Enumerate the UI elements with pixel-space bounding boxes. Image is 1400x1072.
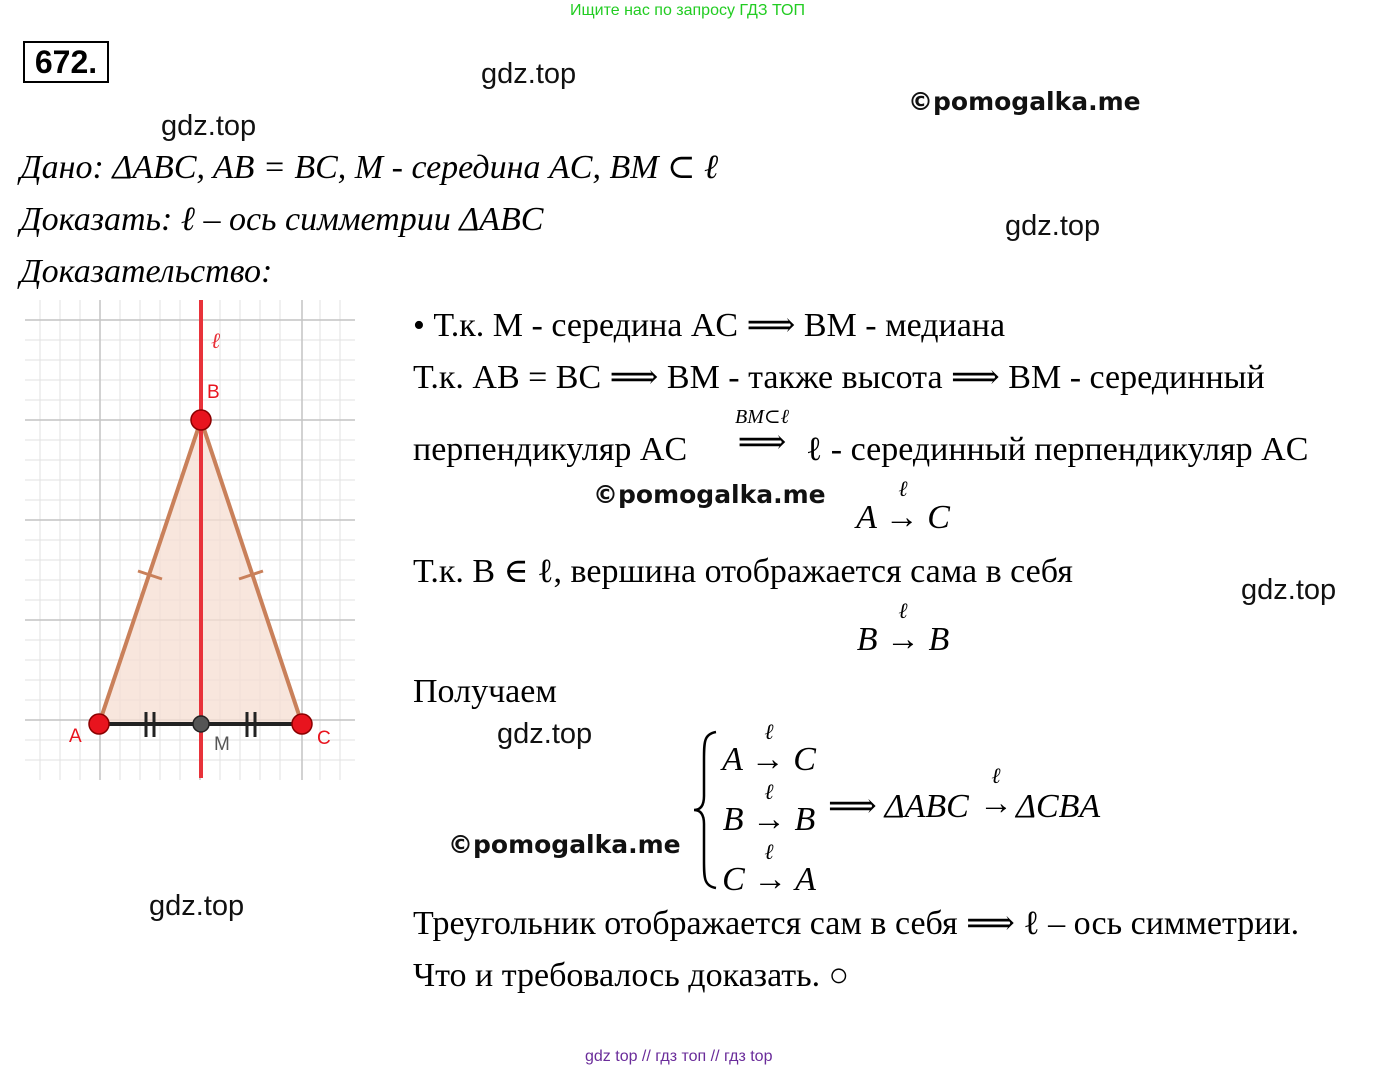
- line-label: ℓ: [211, 329, 221, 354]
- map-text: B → B: [856, 621, 950, 658]
- prove-text: : ℓ – ось симметрии ΔABC: [160, 201, 544, 238]
- label-c: C: [317, 728, 331, 749]
- proof-line-5: Получаем: [413, 673, 557, 710]
- proof-line-4: Т.к. B ∈ ℓ, вершина отображается сама в себя: [413, 553, 1073, 590]
- result-arrow-label: ℓ: [991, 763, 1001, 788]
- watermark-gdz: gdz.top: [481, 58, 577, 90]
- label-b: B: [207, 382, 220, 403]
- map-label: ℓ: [898, 598, 908, 623]
- result-arrow-symbol: →: [979, 785, 1013, 822]
- point-b: [191, 410, 211, 430]
- proof-line-2: Т.к. AB = BC ⟹ BM - также высота ⟹ BM - серединный: [413, 359, 1265, 396]
- prove-line: [20, 200, 543, 240]
- given-text: : ΔABC, AB = BC, M - середина AC, BM ⊂ ℓ: [92, 149, 719, 186]
- proof-label: Доказательство:: [20, 253, 273, 290]
- system-label: ℓ: [764, 779, 774, 804]
- mapping-a-c: [848, 478, 958, 536]
- proof-line-7: Что и требовалось доказать. ○: [413, 957, 850, 994]
- mapping-b-b: [848, 600, 958, 658]
- watermark-gdz: gdz.top: [1241, 574, 1337, 606]
- result-arrow: [976, 763, 1016, 822]
- result-prefix: ⟹ ΔABC: [828, 788, 969, 825]
- point-a: [89, 714, 109, 734]
- proof-line-6: Треугольник отображается сам в себя ⟹ ℓ – ось симметрии.: [413, 905, 1300, 942]
- result-suffix: ΔCBA: [1016, 788, 1101, 825]
- triangle-figure: [25, 300, 360, 785]
- given-label: Дано: [20, 149, 93, 186]
- proof-line-1: • Т.к. M - середина AC ⟹ BM - медиана: [413, 307, 1006, 344]
- system-row-1: [714, 719, 824, 778]
- footer-links: gdz top // гдз топ // гдз top: [585, 1048, 773, 1065]
- watermark-gdz: gdz.top: [149, 890, 245, 922]
- system-label: ℓ: [764, 719, 774, 744]
- given-line: [20, 148, 718, 188]
- system-row-3: [714, 839, 824, 898]
- watermark-pomogalka: ©pomogalka.me: [593, 480, 826, 509]
- problem-number: 672.: [23, 41, 109, 83]
- proof-line-3b: ℓ - серединный перпендикуляр AC: [806, 431, 1309, 468]
- label-a: A: [69, 726, 82, 747]
- arrow-label: BM⊂ℓ: [735, 406, 789, 428]
- watermark-gdz: gdz.top: [1005, 210, 1101, 242]
- system-text: A → C: [722, 741, 816, 778]
- system-text: B → B: [722, 801, 816, 838]
- implies-arrow-bm: [722, 406, 802, 460]
- label-m: M: [214, 734, 230, 755]
- watermark-gdz: gdz.top: [161, 110, 257, 142]
- prove-label: Доказать: [20, 201, 161, 238]
- system-label: ℓ: [764, 839, 774, 864]
- watermark-gdz: gdz.top: [497, 718, 593, 750]
- map-text: A → C: [856, 499, 950, 536]
- watermark-pomogalka: ©pomogalka.me: [448, 830, 681, 859]
- header-note: Ищите нас по запросу ГДЗ ТОП: [570, 2, 805, 19]
- system-row-2: [714, 779, 824, 838]
- map-label: ℓ: [898, 476, 908, 501]
- point-c: [292, 714, 312, 734]
- arrow-symbol: ⟹: [737, 424, 787, 461]
- point-m: [193, 716, 209, 732]
- system-text: C → A: [722, 861, 816, 898]
- watermark-pomogalka: ©pomogalka.me: [908, 87, 1141, 116]
- proof-line-3a: перпендикуляр AC: [413, 431, 688, 468]
